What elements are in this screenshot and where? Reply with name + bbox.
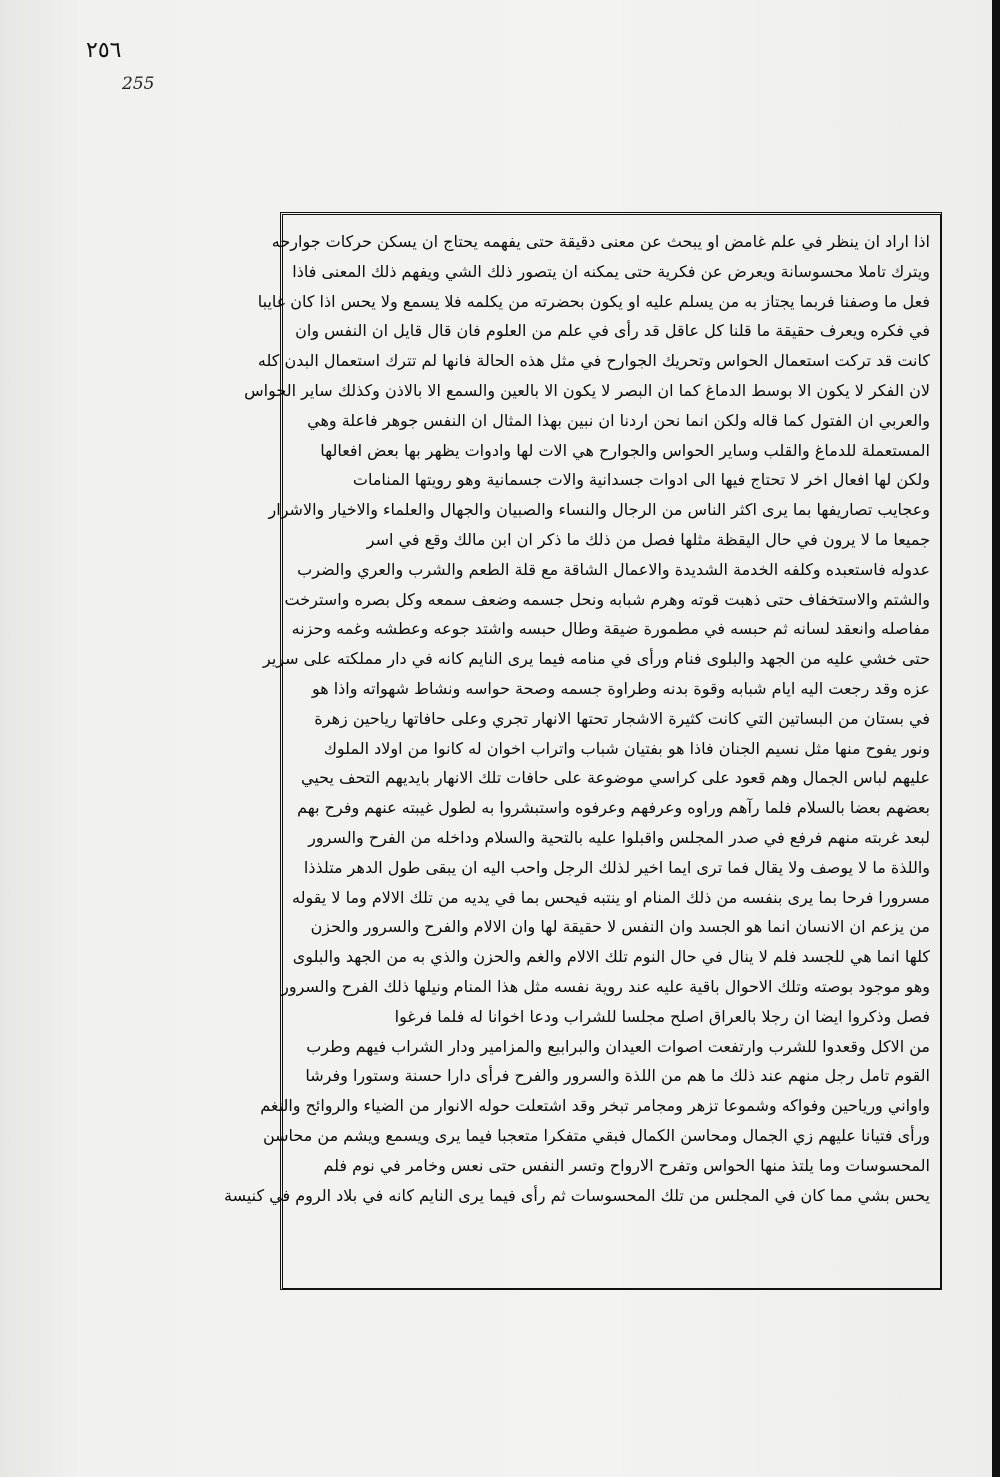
text-line: من الاكل وقعدوا للشرب وارتفعت اصوات العيدان والبرابيع والمزامير ودار الشراب فيهم وطرب xyxy=(306,1036,930,1056)
text-line: عدوله فاستعبده وكلفه الخدمة الشديدة والاعمال الشاقة مع قلة الطعم والشرب والعري والضرب xyxy=(297,559,930,579)
text-line: عزه وقد رجعت اليه ايام شبابه وقوة بدنه وطراوة جسمه وصحة حواسه ونشاط شهواته واذا هو xyxy=(311,678,930,698)
text-line: والعربي ان الفتول كما قاله ولكن انما نحن اردنا ان نبين بهذا المثال ان النفس جوهر فاعلة وهي xyxy=(307,410,930,430)
text-line: مسرورا فرحا بما يرى بنفسه من ذلك المنام او ينتبه فيحس بما في يديه من تلك الالام وما لا يقوله xyxy=(292,887,930,907)
text-line: كلها انما هي للجسد فلم لا ينال في حال النوم تلك الالام والغم والحزن والذي به من الجهد والبلوى xyxy=(292,947,930,967)
scan-edge xyxy=(992,0,1000,1477)
text-line: من يزعم ان الانسان انما هو الجسد وان النفس لا حقيقة لها وان الالام والفرح والسرور والحزن xyxy=(310,917,930,937)
text-line: في فكره ويعرف حقيقة ما قلنا كل عاقل قد رأى في علم من العلوم فان قال قايل ان النفس وان xyxy=(295,321,930,341)
text-frame xyxy=(223,212,942,1290)
text-line: جميعا ما لا يرون في حال اليقظة مثلها فصل من ذلك ما ذكر ان ابن مالك وقع في اسر xyxy=(366,529,930,549)
text-line: المستعملة للدماغ والقلب وساير الحواس والجوارح هي الات لها وادوات يظهر بها بعض افعالها xyxy=(320,440,930,460)
text-line: عليهم لباس الجمال وهم قعود على كراسي موضوعة على حافات تلك الانهار بايديهم التحف يحيي xyxy=(300,768,930,788)
page-number: ٢٥٦ xyxy=(86,38,122,63)
text-line: يحس بشي مما كان في المجلس من تلك المحسوسات ثم رأى فيما يرى النايم كانه في بلاد الروم في كنيسة xyxy=(223,1185,930,1205)
text-line: وهو موجود بوصته وتلك الاحوال باقية عليه عند روية نفسه مثل هذا المنام ونيلها ذلك الفرح والسرور xyxy=(281,976,930,996)
text-line: المحسوسات وما يلتذ منها الحواس وتفرح الارواح وتسر النفس حتى نعس وخامر في نوم فلم xyxy=(323,1155,930,1175)
text-line: وعجايب تصاريفها بما يرى اكثر الناس من الرجال والنساء والصبيان والجهال والعلماء والاخيار والاشرار xyxy=(268,500,930,520)
folio-number: 255 xyxy=(122,74,155,94)
text-line: ولكن لها افعال اخر لا تحتاج فيها الى ادوات جسدانية والات جسمانية وهو رويتها المنامات xyxy=(352,470,930,490)
text-line: كانت قد تركت استعمال الحواس وتحريك الجوارح في مثل هذه الحالة فانها لم تترك استعمال البدن كله xyxy=(257,351,930,371)
text-line: لان الفكر لا يكون الا بوسط الدماغ كما ان البصر لا يكون الا بالعين والسمع الا بالاذن وكذلك ساير الحواس xyxy=(244,380,930,400)
text-line: ويترك تاملا محسوسانة ويعرض عن فكرية حتى يمكنه ان يتصور ذلك الشي ويفهم ذلك المعنى فاذا xyxy=(292,261,930,281)
text-line: القوم تامل رجل منهم عند ذلك ما هم من اللذة والسرور والفرح فرأى دارا حسنة وستورا وفرشا xyxy=(305,1066,930,1086)
text-line: حتى خشي عليه من الجهد والبلوى فنام ورأى في منامه فيما يرى النايم كانه في دار مملكته على سرير xyxy=(263,649,930,669)
text-line: بعضهم بعضا بالسلام فلما رآهم وراوه وعرفهم وعرفوه واستبشروا به لطول غيبته عنهم وفرح بهم xyxy=(297,798,930,818)
text-line: والشتم والاستخفاف حتى ذهبت قوته وهرم شبابه ونحل جسمه وضعف سمعه وكل بصره واسترخت xyxy=(284,589,930,609)
text-line: واللذة ما لا يوصف ولا يقال فما ترى ايما اخير لذلك الرجل واحب اليه ان يبقى طول الدهر متلذذا xyxy=(303,857,930,877)
text-line: لبعد غربته منهم فرفع في صدر المجلس واقبلوا عليه بالتحية والسلام وداخله من الفرح والسرور xyxy=(308,827,930,847)
text-line: مفاصله وانعقد لسانه ثم حبسه في مطمورة ضيقة وطال حبسه واشتد جوعه وعطشه وغمه وحزنه xyxy=(291,619,930,639)
arabic-text-block xyxy=(223,227,930,1280)
text-line: واواني ورياحين وفواكه وشموعا تزهر ومجامر تبخر وقد اشتعلت حوله الانوار من الضياء والروائح والنغم xyxy=(260,1096,930,1116)
text-line: فصل وذكروا ايضا ان رجلا بالعراق اصلح مجلسا للشراب ودعا اخوانا له فلما فرغوا xyxy=(394,1006,930,1026)
text-line: اذا اراد ان ينظر في علم غامض او يبحث عن معنى دقيقة حتى يفهمه يحتاج ان يسكن حركات جوارحه xyxy=(271,232,930,251)
text-line: في بستان من البساتين التي كانت كثيرة الاشجار تحتها الانهار تجري وعلى حافاتها رياحين زهرة xyxy=(314,708,930,728)
text-line: فعل ما وصفنا فربما يجتاز به من يسلم عليه او يكون بحضرته من يكلمه فلا يسمع ولا يحس اذا كان غايبا xyxy=(257,291,930,311)
text-line: ونور يفوح منها مثل نسيم الجنان فاذا هو بفتيان شباب واتراب اخوان له كانوا من اولاد الملوك xyxy=(323,738,930,758)
text-line: ورأى فتيانا عليهم زي الجمال ومحاسن الكمال فبقي متفكرا متعجبا فيما يرى ويسمع ويشم من محاسن xyxy=(262,1125,930,1145)
